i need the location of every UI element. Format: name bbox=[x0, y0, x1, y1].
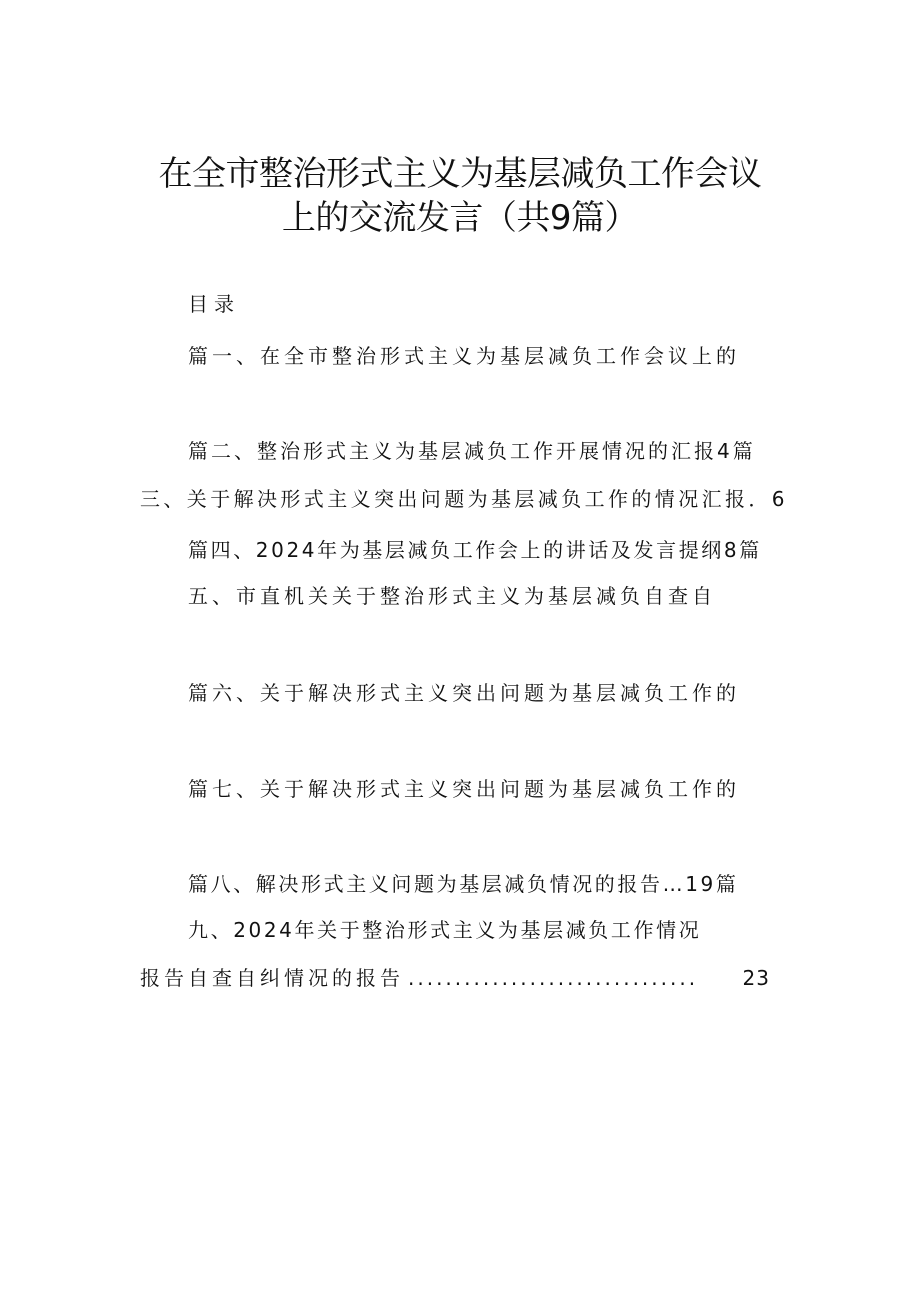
toc-entry: 篇四、2024年为基层减负工作会上的讲话及发言提纲8篇 bbox=[188, 538, 762, 562]
toc-entry: 篇一、在全市整治形式主义为基层减负工作会议上的 bbox=[188, 344, 740, 368]
toc-entry: 三、关于解决形式主义突出问题为基层减负工作的情况汇报．6 bbox=[140, 487, 788, 511]
toc-entry: 篇七、关于解决形式主义突出问题为基层减负工作的 bbox=[188, 777, 740, 801]
toc-entry: 篇二、整治形式主义为基层减负工作开展情况的汇报4篇 bbox=[188, 439, 756, 463]
toc-entry: 篇六、关于解决形式主义突出问题为基层减负工作的 bbox=[188, 681, 740, 705]
toc-entry-last bbox=[140, 962, 770, 991]
document-title-line-2: 上的交流发言（共9篇） bbox=[281, 198, 639, 238]
toc-dot-leader: ............................... bbox=[408, 966, 699, 990]
toc-entry: 篇八、解决形式主义问题为基层减负情况的报告…19篇 bbox=[188, 872, 739, 896]
toc-page-number: 23 bbox=[742, 966, 770, 990]
toc-entry-text: 报告自查自纠情况的报告 bbox=[140, 966, 404, 990]
toc-entry: 五、市直机关关于整治形式主义为基层减负自查自 bbox=[188, 584, 716, 608]
document-title-line-1: 在全市整治形式主义为基层减负工作会议 bbox=[158, 154, 762, 194]
toc-entry: 九、2024年关于整治形式主义为基层减负工作情况 bbox=[188, 918, 702, 942]
toc-heading: 目录 bbox=[188, 292, 240, 316]
